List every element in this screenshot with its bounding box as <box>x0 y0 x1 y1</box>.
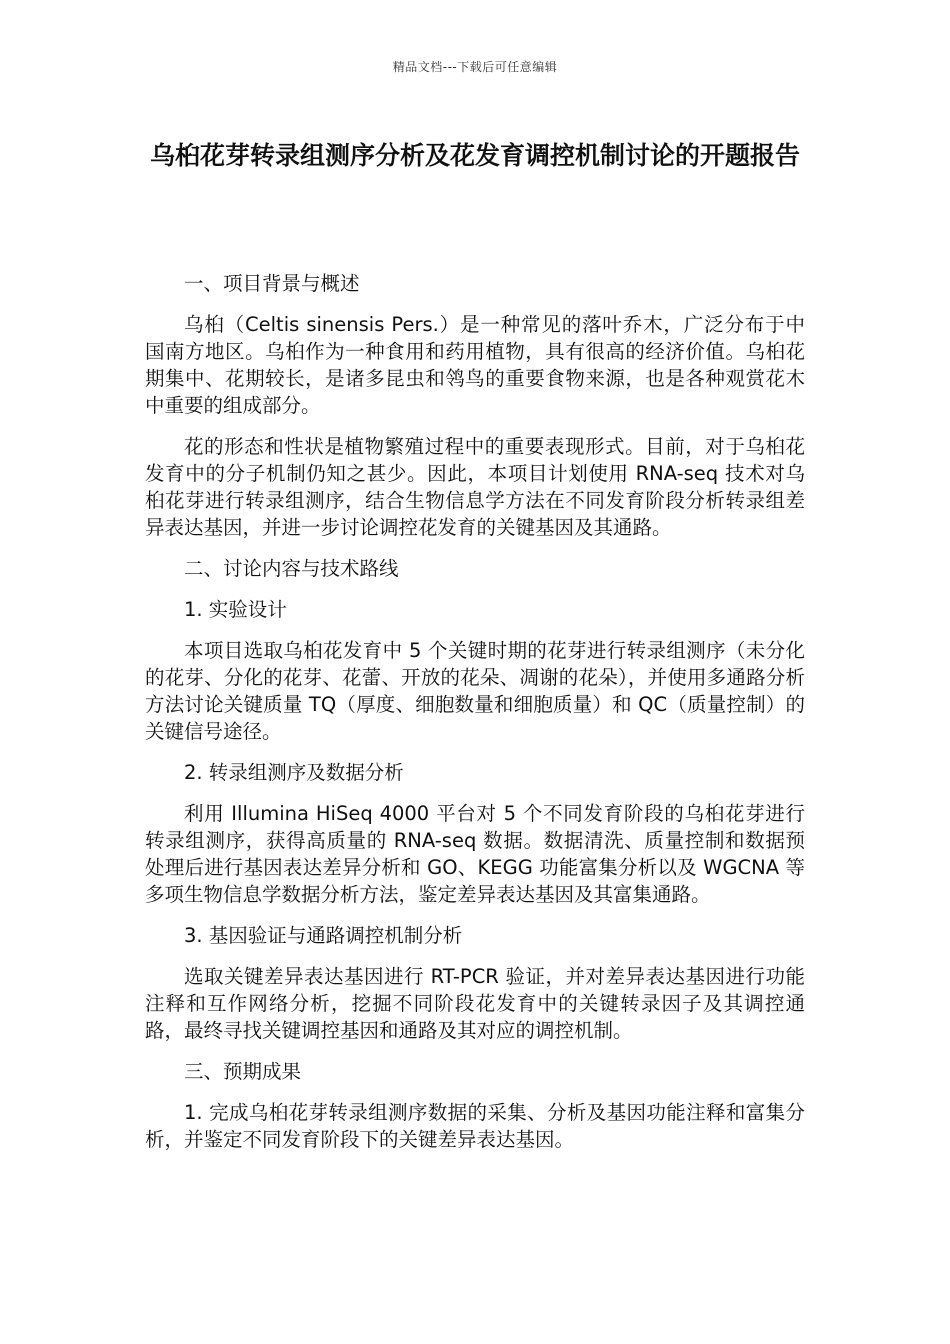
subsection-heading-design: 1. 实验设计 <box>184 598 287 621</box>
paragraph-design: 本项目选取乌桕花发育中 5 个关键时期的花芽进行转录组测序（未分化的花芽、分化的花芽、花蕾、开放的花朵、凋谢的花朵），并使用多通路分析方法讨论关键质量 TQ（厚度、细胞数量和细胞质量）和 QC（质量控制）的关键信号途径。 <box>145 639 805 743</box>
paragraph-outcome-1: 1. 完成乌桕花芽转录组测序数据的采集、分析及基因功能注释和富集分析，并鉴定不同发育阶段下的关键差异表达基因。 <box>145 1101 805 1151</box>
paragraph-sequencing: 利用 Illumina HiSeq 4000 平台对 5 个不同发育阶段的乌桕花芽进行转录组测序，获得高质量的 RNA-seq 数据。数据清洗、质量控制和数据预处理后进行基因表达差异分析和 GO、KEGG 功能富集分析以及 WGCNA 等多项生物信息学数据分析方法，鉴定差异表达基因及其富集通路。 <box>145 802 805 906</box>
section-heading-background: 一、项目背景与概述 <box>184 272 360 295</box>
subsection-heading-sequencing: 2. 转录组测序及数据分析 <box>184 761 404 784</box>
section-heading-content: 二、讨论内容与技术路线 <box>184 557 399 580</box>
paragraph-background-1: 乌桕（Celtis sinensis Pers.）是一种常见的落叶乔木，广泛分布于中国南方地区。乌桕作为一种食用和药用植物，具有很高的经济价值。乌桕花期集中、花期较长，是诸多昆虫和鸰鸟的重要食物来源，也是各种观赏花木中重要的组成部分。 <box>145 313 805 417</box>
document-body <box>145 270 805 1167</box>
paragraph-background-2: 花的形态和性状是植物繁殖过程中的重要表现形式。目前，对于乌桕花发育中的分子机制仍知之甚少。因此，本项目计划使用 RNA-seq 技术对乌桕花芽进行转录组测序，结合生物信息学方法在不同发育阶段分析转录组差异表达基因，并进一步讨论调控花发育的关键基因及其通路。 <box>145 435 805 539</box>
section-heading-outcomes: 三、预期成果 <box>184 1060 302 1083</box>
header-note: 精品文档---下载后可任意编辑 <box>392 60 558 74</box>
subsection-heading-validation: 3. 基因验证与通路调控机制分析 <box>184 924 463 947</box>
document-title: 乌桕花芽转录组测序分析及花发育调控机制讨论的开题报告 <box>149 141 800 170</box>
paragraph-validation: 选取关键差异表达基因进行 RT-PCR 验证，并对差异表达基因进行功能注释和互作网络分析，挖掘不同阶段花发育中的关键转录因子及其调控通路，最终寻找关键调控基因和通路及其对应的调控机制。 <box>145 965 805 1042</box>
